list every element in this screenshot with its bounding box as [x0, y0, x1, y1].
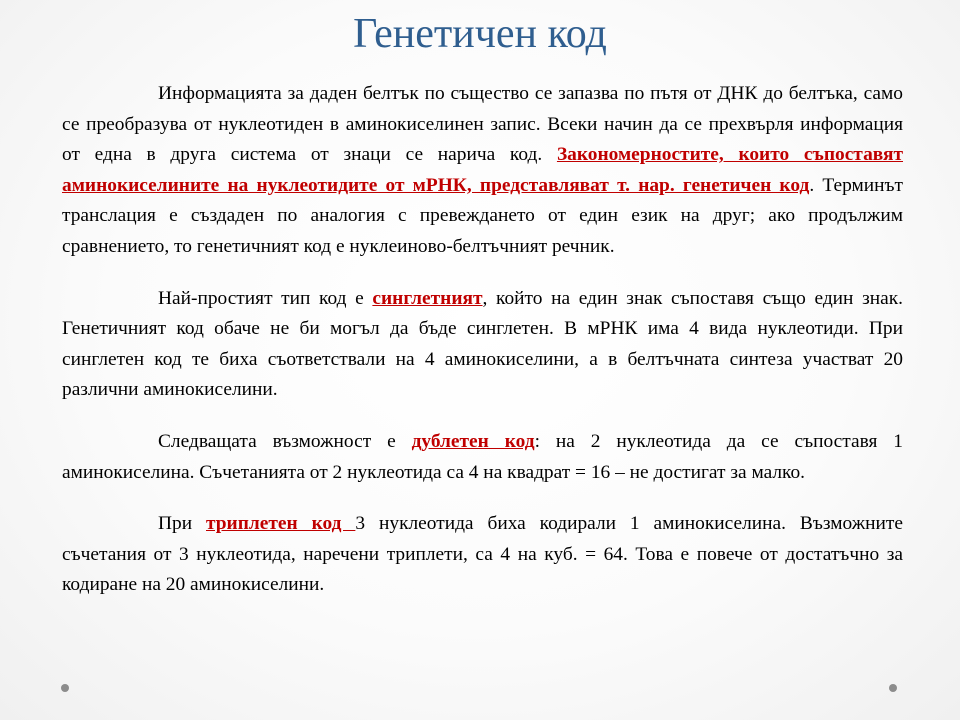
- slide-title: Генетичен код: [353, 11, 607, 57]
- paragraph-text: При: [158, 513, 206, 535]
- decorative-dot-right: [889, 684, 897, 692]
- paragraph-text: 3 нуклеотида биха кодирали 1 аминокиселина. Възможните съчетания от 3 нуклеотида, наречени триплети, са 4 на куб. = 64. Това е повече от достатъчно за кодиране на 20 аминокиселини.: [62, 513, 903, 596]
- paragraph-text: Следващата възможност е: [158, 430, 412, 452]
- paragraph-text: Информацията за даден белтък по същество се запазва по пътя от ДНК до белтъка, само се преобразува от нуклеотиден в аминокиселинен запис. Всеки начин да се прехвърля информация от една в друга система от знаци се нарича код.: [62, 83, 903, 166]
- paragraph-text: : на 2 нуклеотида да се съпоставя 1 аминокиселина. Съчетанията от 2 нуклеотида са 4 на квадрат = 16 – не достигат за малко.: [62, 430, 903, 483]
- highlight-singlet: синглетният: [372, 287, 483, 309]
- paragraph-triplet-code: [62, 509, 903, 601]
- paragraph-text: Най-простият тип код е: [158, 287, 373, 309]
- highlight-genetic-code: Закономерностите, които съпоставят аминокиселините на нуклеотидите от мРНК, представляват т. нар. генетичен код: [62, 144, 903, 196]
- highlight-doublet: дублетен код: [411, 430, 535, 452]
- paragraph-singlet-code: [62, 284, 903, 406]
- paragraph-text: , който на един знак съпоставя също един знак. Генетичният код обаче не би могъл да бъде синглетен. В мРНК има 4 вида нуклеотиди. При синглетен код те биха съответствали на 4 аминокиселини, а в белтъчната синтеза участват 20 различни аминокиселини.: [62, 287, 903, 401]
- paragraph-text: . Терминът транслация е създаден по аналогия с превеждането от един език на друг; ако продължим сравнението, то генетичният код е нуклеиново-белтъчният речник.: [62, 174, 904, 257]
- decorative-dot-left: [61, 684, 69, 692]
- highlight-triplet: триплетен код: [206, 513, 356, 535]
- slide-body: [62, 79, 903, 622]
- paragraph-doublet-code: [62, 427, 903, 488]
- paragraph-genetic-code-definition: [62, 79, 903, 263]
